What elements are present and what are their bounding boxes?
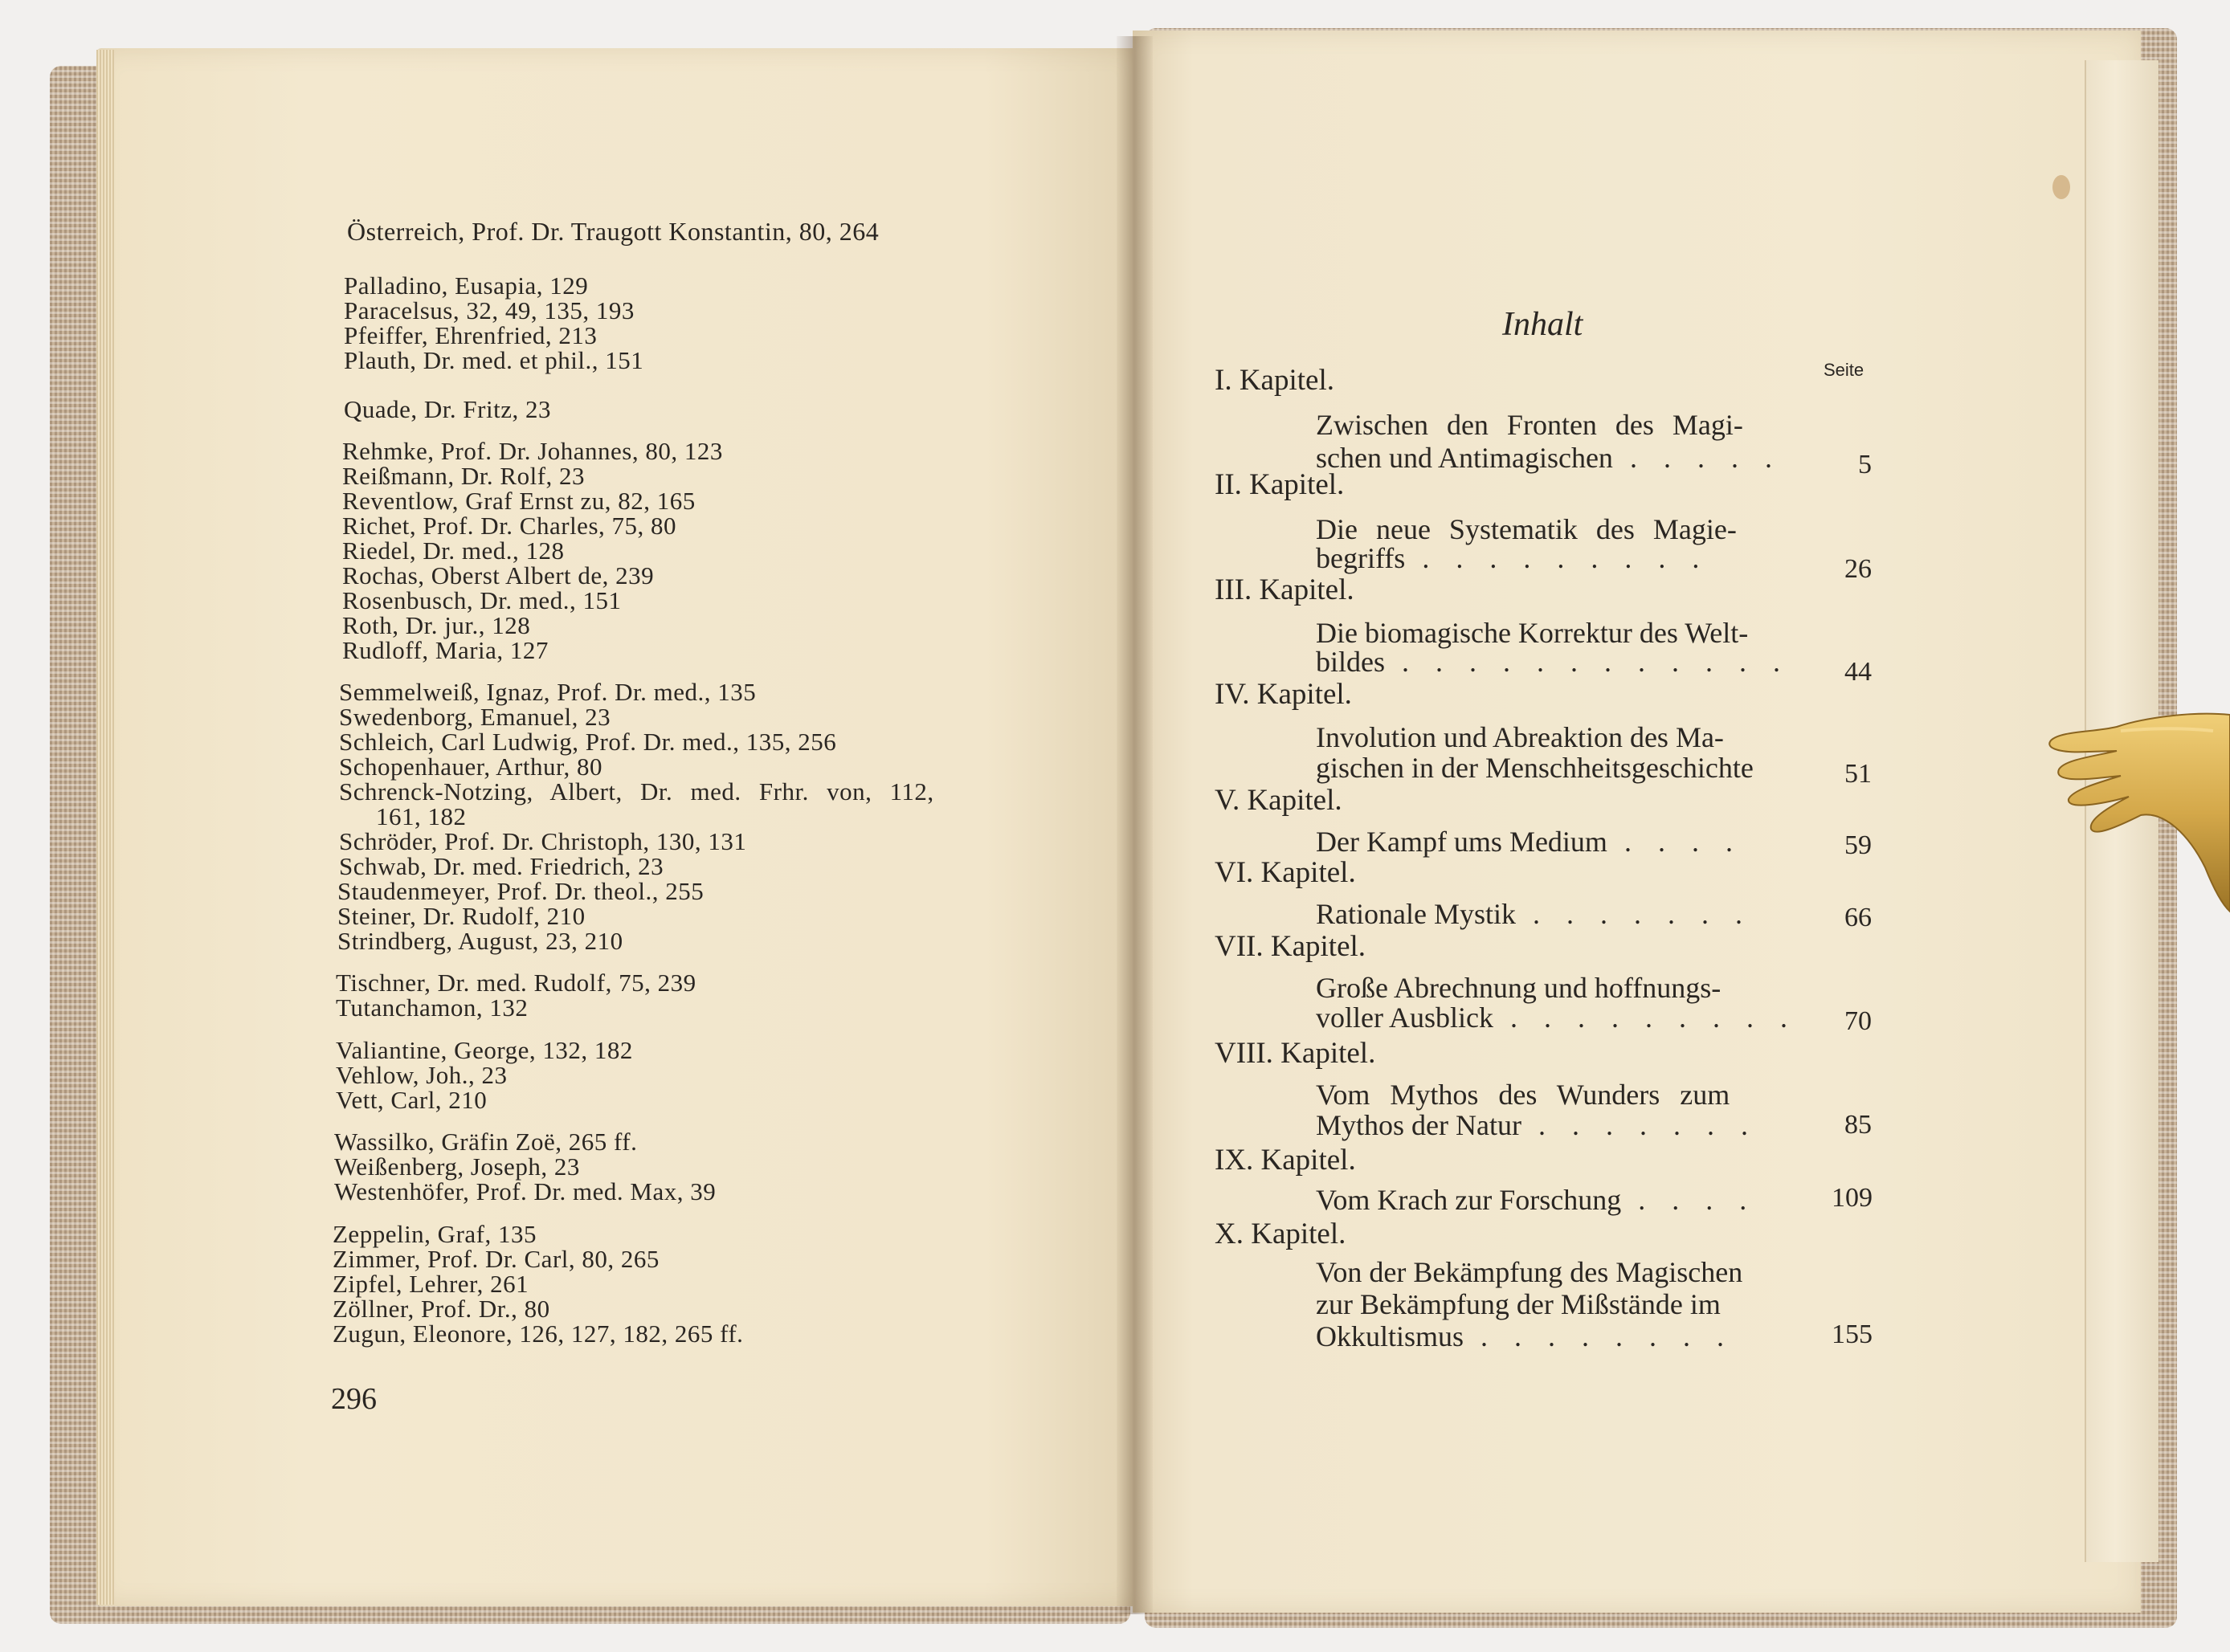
chapter-page: 44 bbox=[1844, 657, 1872, 687]
index-entry: Rehmke, Prof. Dr. Johannes, 80, 123 bbox=[342, 437, 723, 465]
chapter-heading: X. Kapitel. bbox=[1215, 1218, 1346, 1250]
chapter-page: 66 bbox=[1844, 903, 1872, 932]
index-entry: Schopenhauer, Arthur, 80 bbox=[339, 753, 603, 781]
index-entry: Vehlow, Joh., 23 bbox=[336, 1061, 508, 1089]
chapter-page: 109 bbox=[1832, 1183, 1873, 1213]
index-entry: Swedenborg, Emanuel, 23 bbox=[339, 703, 611, 731]
chapter-page: 85 bbox=[1844, 1110, 1872, 1140]
index-entry: Weißenberg, Joseph, 23 bbox=[334, 1152, 580, 1181]
chapter-title-line: schen und Antimagischen . . . . . bbox=[1316, 442, 1782, 474]
chapter-heading: V. Kapitel. bbox=[1215, 784, 1342, 817]
index-entry: Valiantine, George, 132, 182 bbox=[336, 1036, 633, 1064]
index-entry: Riedel, Dr. med., 128 bbox=[342, 536, 565, 565]
chapter-page: 59 bbox=[1844, 830, 1872, 860]
index-entry: Plauth, Dr. med. et phil., 151 bbox=[344, 346, 644, 374]
index-entry: Pfeiffer, Ehrenfried, 213 bbox=[344, 321, 598, 349]
index-entry: Roth, Dr. jur., 128 bbox=[342, 611, 531, 639]
index-entry: 161, 182 bbox=[376, 802, 467, 830]
index-entry: Österreich, Prof. Dr. Traugott Konstantin, 80, 264 bbox=[347, 217, 880, 246]
chapter-heading: II. Kapitel. bbox=[1215, 468, 1345, 501]
index-entry: Staudenmeyer, Prof. Dr. theol., 255 bbox=[337, 877, 705, 905]
chapter-heading: IX. Kapitel. bbox=[1215, 1144, 1356, 1177]
index-entry: Rudloff, Maria, 127 bbox=[342, 636, 549, 664]
chapter-title-line: Vom Mythos des Wunders zum bbox=[1316, 1079, 1730, 1111]
index-entry: Westenhöfer, Prof. Dr. med. Max, 39 bbox=[334, 1177, 717, 1205]
index-entry: Tischner, Dr. med. Rudolf, 75, 239 bbox=[336, 969, 696, 997]
index-entry: Strindberg, August, 23, 210 bbox=[337, 927, 623, 955]
chapter-title-line: Involution und Abreaktion des Ma- bbox=[1316, 721, 1724, 753]
chapter-title-line: Von der Bekämpfung des Magischen bbox=[1316, 1256, 1743, 1288]
chapter-title-line: Vom Krach zur Forschung . . . . bbox=[1316, 1184, 1757, 1216]
index-entry: Schleich, Carl Ludwig, Prof. Dr. med., 135, 256 bbox=[339, 728, 837, 756]
chapter-heading: VI. Kapitel. bbox=[1215, 856, 1356, 889]
chapter-heading: I. Kapitel. bbox=[1215, 364, 1334, 397]
index-entry: Semmelweiß, Ignaz, Prof. Dr. med., 135 bbox=[339, 678, 757, 706]
chapter-page: 26 bbox=[1844, 554, 1872, 584]
index-entry: Zipfel, Lehrer, 261 bbox=[333, 1270, 529, 1298]
index-entry: Schwab, Dr. med. Friedrich, 23 bbox=[339, 852, 664, 880]
chapter-title-line: gischen in der Menschheitsgeschichte bbox=[1316, 752, 1754, 784]
paper-stain bbox=[2052, 175, 2070, 199]
chapter-page: 51 bbox=[1844, 759, 1872, 789]
chapter-heading: III. Kapitel. bbox=[1215, 573, 1354, 606]
chapter-heading: VII. Kapitel. bbox=[1215, 930, 1366, 963]
chapter-title-line: Rationale Mystik . . . . . . . bbox=[1316, 898, 1752, 930]
book-gutter bbox=[1117, 36, 1153, 1614]
index-entry: Reventlow, Graf Ernst zu, 82, 165 bbox=[342, 487, 696, 515]
index-entry: Rosenbusch, Dr. med., 151 bbox=[342, 586, 622, 614]
index-entry: Palladino, Eusapia, 129 bbox=[344, 271, 589, 300]
chapter-title-line: zur Bekämpfung der Mißstände im bbox=[1316, 1288, 1721, 1320]
page-edges bbox=[96, 50, 114, 1605]
index-entry: Zöllner, Prof. Dr., 80 bbox=[333, 1295, 550, 1323]
index-entry: Zimmer, Prof. Dr. Carl, 80, 265 bbox=[333, 1245, 660, 1273]
chapter-title-line: Okkultismus . . . . . . . . bbox=[1316, 1320, 1734, 1352]
chapter-title-line: Zwischen den Fronten des Magi- bbox=[1316, 409, 1743, 441]
index-entry: Zeppelin, Graf, 135 bbox=[333, 1220, 537, 1248]
chapter-title-line: Die biomagische Korrektur des Welt- bbox=[1316, 617, 1749, 649]
contents-title: Inhalt bbox=[1502, 306, 1583, 343]
index-entry: Wassilko, Gräfin Zoë, 265 ff. bbox=[334, 1128, 638, 1156]
brass-hand-bookmark bbox=[2044, 707, 2230, 916]
index-entry: Rochas, Oberst Albert de, 239 bbox=[342, 561, 655, 589]
index-entry: Vett, Carl, 210 bbox=[336, 1086, 488, 1114]
chapter-heading: IV. Kapitel. bbox=[1215, 678, 1352, 711]
chapter-page: 5 bbox=[1858, 450, 1872, 479]
index-entry: Tutanchamon, 132 bbox=[336, 993, 529, 1022]
index-entry: Zugun, Eleonore, 126, 127, 182, 265 ff. bbox=[333, 1320, 744, 1348]
chapter-page: 155 bbox=[1832, 1320, 1873, 1349]
chapter-title-line: voller Ausblick . . . . . . . . . bbox=[1316, 1001, 1797, 1034]
chapter-title-line: bildes . . . . . . . . . . . . bbox=[1316, 646, 1790, 678]
chapter-title-line: Der Kampf ums Medium . . . . bbox=[1316, 826, 1742, 858]
index-entry: Schrenck-Notzing, Albert, Dr. med. Frhr. von, 112, bbox=[339, 777, 934, 806]
chapter-title-line: Die neue Systematik des Magie- bbox=[1316, 513, 1737, 545]
page-number: 296 bbox=[331, 1382, 377, 1416]
index-entry: Schröder, Prof. Dr. Christoph, 130, 131 bbox=[339, 827, 747, 855]
seite-label: Seite bbox=[1824, 360, 1864, 380]
index-entry: Quade, Dr. Fritz, 23 bbox=[344, 395, 551, 423]
chapter-title-line: Mythos der Natur . . . . . . . bbox=[1316, 1109, 1758, 1141]
chapter-heading: VIII. Kapitel. bbox=[1215, 1037, 1376, 1070]
index-entry: Paracelsus, 32, 49, 135, 193 bbox=[344, 296, 635, 324]
chapter-title-line: begriffs . . . . . . . . . bbox=[1316, 542, 1709, 574]
index-entry: Richet, Prof. Dr. Charles, 75, 80 bbox=[342, 512, 677, 540]
contents-page bbox=[1133, 31, 2141, 1613]
chapter-title-line: Große Abrechnung und hoffnungs- bbox=[1316, 972, 1722, 1004]
chapter-page: 70 bbox=[1844, 1006, 1872, 1036]
index-entry: Reißmann, Dr. Rolf, 23 bbox=[342, 462, 586, 490]
index-entry: Steiner, Dr. Rudolf, 210 bbox=[337, 902, 586, 930]
